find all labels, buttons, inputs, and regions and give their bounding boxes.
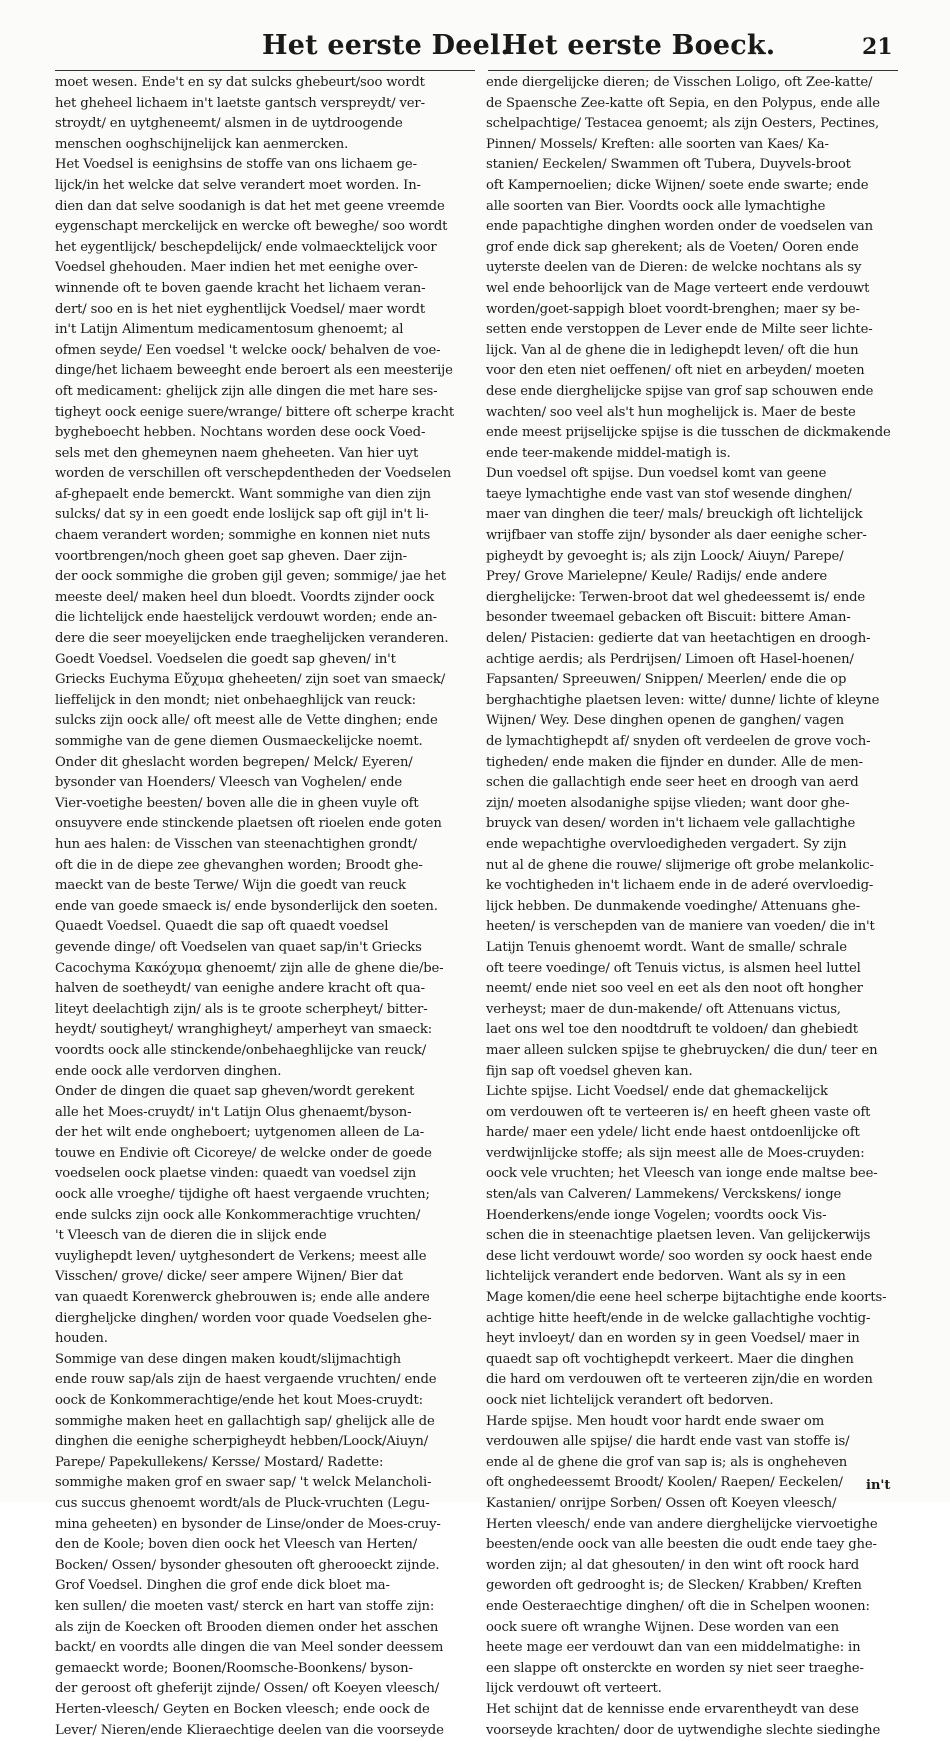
text-line: zijn/ moeten alsodanighe spijse vlieden; want door ghe-	[486, 794, 898, 815]
text-line: geworden oft gedrooght is; de Slecken/ Krabben/ Kreften	[486, 1576, 898, 1597]
text-line: Harde spijse. Men houdt voor hardt ende swaer om	[486, 1412, 898, 1433]
text-line: oock suere oft wranghe Wijnen. Dese worden van een	[486, 1618, 898, 1639]
text-line: maer alleen sulcken spijse te ghebruycken/ die dun/ teer en	[486, 1041, 898, 1062]
text-line: ende al de ghene die grof van sap is; als is ongheheven	[486, 1453, 898, 1474]
text-line: voor den eten niet oeffenen/ oft niet en arbeyden/ moeten	[486, 361, 898, 382]
text-line: ende papachtighe dinghen worden onder de voedselen van	[486, 217, 898, 238]
text-line: alle soorten van Bier. Voordts oock alle lymachtighe	[486, 197, 898, 218]
page-number: 21	[862, 34, 893, 60]
text-line: worden/goet-sappigh bloet voordt-brenghen; maer sy be-	[486, 300, 898, 321]
text-line: Onder dit gheslacht worden begrepen/ Melck/ Eyeren/	[55, 753, 475, 774]
text-line: Cacochyma Κακόχυμα ghenoemt/ zijn alle de ghene die/be-	[55, 959, 475, 980]
text-line: tigheden/ ende maken die fijnder en dunder. Alle de men-	[486, 753, 898, 774]
text-line: af-ghepaelt ende bemerckt. Want sommighe van dien zijn	[55, 485, 475, 506]
text-line: chaem verandert worden; sommighe en konnen niet nuts	[55, 526, 475, 547]
text-line: Griecks Euchyma Εὔχυμα gheheeten/ zijn soet van smaeck/	[55, 670, 475, 691]
text-line: grof ende dick sap gherekent; als de Voeten/ Ooren ende	[486, 238, 898, 259]
text-line: bruyck van desen/ worden in't lichaem vele gallachtighe	[486, 814, 898, 835]
text-line: laet ons wel toe den noodtdruft te voldoen/ dan ghebiedt	[486, 1020, 898, 1041]
text-line: Voedsel ghehouden. Maer indien het met eenighe over-	[55, 258, 475, 279]
text-line: Prey/ Grove Marielepne/ Keule/ Radijs/ ende andere	[486, 567, 898, 588]
text-line: delen/ Pistacien: gedierte dat van heetachtigen en droogh-	[486, 629, 898, 650]
text-line: het gheheel lichaem in't laetste gantsch verspreydt/ ver-	[55, 94, 475, 115]
text-line: beesten/ende oock van alle beesten die oudt ende taey ghe-	[486, 1535, 898, 1556]
text-line: Herten-vleesch/ Geyten en Bocken vleesch; ende oock de	[55, 1700, 475, 1721]
text-line: sommighe maken heet en gallachtigh sap/ ghelijck alle de	[55, 1412, 475, 1433]
text-line: onsuyvere ende stinckende plaetsen oft rioelen ende goten	[55, 814, 475, 835]
text-line: heete mage eer verdouwt dan van een middelmatighe: in	[486, 1638, 898, 1659]
text-line: menschen ooghschijnelijck kan aenmercken.	[55, 135, 475, 156]
text-line: de lymachtighepdt af/ snyden oft verdeelen de grove voch-	[486, 732, 898, 753]
text-line: achtige hitte heeft/ende in de welcke gallachtighe vochtig-	[486, 1309, 898, 1330]
text-line: Kastanien/ onrijpe Sorben/ Ossen oft Koeyen vleesch/	[486, 1494, 898, 1515]
text-line: oock alle vroeghe/ tijdighe oft haest vergaende vruchten;	[55, 1185, 475, 1206]
text-line: vuylighepdt leven/ uytghesondert de Verkens; meest alle	[55, 1247, 475, 1268]
text-line: touwe en Endivie oft Cicoreye/ de welcke onder de goede	[55, 1144, 475, 1165]
text-line: alle het Moes-cruydt/ in't Latijn Olus ghenaemt/byson-	[55, 1103, 475, 1124]
text-line: schen die gallachtigh ende seer heet en droogh van aerd	[486, 773, 898, 794]
text-line: oft teere voedinge/ oft Tenuis victus, is alsmen heel luttel	[486, 959, 898, 980]
text-line: dinghen die eenighe scherpigheydt hebben/Loock/Aiuyn/	[55, 1432, 475, 1453]
text-line: uyterste deelen van de Dieren: de welcke nochtans als sy	[486, 258, 898, 279]
header-rule-right	[488, 70, 898, 71]
text-line: Grof Voedsel. Dinghen die grof ende dick bloet ma-	[55, 1576, 475, 1597]
text-line: Dun voedsel oft spijse. Dun voedsel komt van geene	[486, 464, 898, 485]
text-line: worden de verschillen oft verschepdentheden der Voedselen	[55, 464, 475, 485]
text-line: Lever/ Nieren/ende Klieraechtige deelen van die voorseyde	[55, 1721, 475, 1741]
text-line: lieffelijck in den mondt; niet onbehaeghlijck van reuck:	[55, 691, 475, 712]
text-line: setten ende verstoppen de Lever ende de Milte seer lichte-	[486, 320, 898, 341]
text-line: gemaeckt worde; Boonen/Roomsche-Boonkens/ byson-	[55, 1659, 475, 1680]
text-line: ofmen seyde/ Een voedsel 't welcke oock/ behalven de voe-	[55, 341, 475, 362]
text-line: oft die in de diepe zee ghevanghen worden; Broodt ghe-	[55, 856, 475, 877]
text-line: oock vele vruchten; het Vleesch van ionge ende maltse bee-	[486, 1164, 898, 1185]
text-line: ende teer-makende middel-matigh is.	[486, 444, 898, 465]
text-line: worden zijn; al dat ghesouten/ in den wint oft roock hard	[486, 1556, 898, 1577]
text-line: fijn sap oft voedsel gheven kan.	[486, 1062, 898, 1083]
text-line: Pinnen/ Mossels/ Kreften: alle soorten van Kaes/ Ka-	[486, 135, 898, 156]
text-line: sulcks/ dat sy in een goedt ende loslijck sap oft gijl in't li-	[55, 505, 475, 526]
text-line: liteyt deelachtigh zijn/ als is te groote scherpheyt/ bitter-	[55, 1000, 475, 1021]
text-line: verheyst; maer de dun-makende/ oft Attenuans victus,	[486, 1000, 898, 1021]
text-column-right	[486, 73, 898, 1741]
text-line: wel ende behoorlijck van de Mage verteert ende verdouwt	[486, 279, 898, 300]
text-column-left	[55, 73, 475, 1741]
text-line: die hard om verdouwen oft te verteeren zijn/die en worden	[486, 1370, 898, 1391]
text-line: dese ende dierghelijcke spijse van grof sap schouwen ende	[486, 382, 898, 403]
text-line: als zijn de Koecken oft Brooden diemen onder het asschen	[55, 1618, 475, 1639]
text-line: dere die seer moeyelijcken ende traeghelijcken veranderen.	[55, 629, 475, 650]
text-line: heeten/ is verschepden van de maniere van voeden/ die in't	[486, 917, 898, 938]
text-line: lijck verdouwt oft verteert.	[486, 1679, 898, 1700]
text-line: die lichtelijck ende haestelijck verdouwt worden; ende an-	[55, 608, 475, 629]
text-line: een slappe oft onsterckte en worden sy niet seer traeghe-	[486, 1659, 898, 1680]
text-line: ende diergelijcke dieren; de Visschen Loligo, oft Zee-katte/	[486, 73, 898, 94]
text-line: voedselen oock plaetse vinden: quaedt van voedsel zijn	[55, 1164, 475, 1185]
text-line: taeye lymachtighe ende vast van stof wesende dinghen/	[486, 485, 898, 506]
text-line: verdwijnlijcke stoffe; als sijn meest alle de Moes-cruyden:	[486, 1144, 898, 1165]
text-line: om verdouwen oft te verteeren is/ en heeft gheen vaste oft	[486, 1103, 898, 1124]
text-line: Mage komen/die eene heel scherpe bijtachtighe ende koorts-	[486, 1288, 898, 1309]
text-line: schen die in steenachtige plaetsen leven. Van gelijckerwijs	[486, 1226, 898, 1247]
text-line: Latijn Tenuis ghenoemt wordt. Want de smalle/ schrale	[486, 938, 898, 959]
text-line: ende sulcks zijn oock alle Konkommerachtige vruchten/	[55, 1206, 475, 1227]
text-line: oft Kampernoelien; dicke Wijnen/ soete ende swarte; ende	[486, 176, 898, 197]
text-line: sulcks zijn oock alle/ oft meest alle de Vette dinghen; ende	[55, 711, 475, 732]
text-line: winnende oft te boven gaende kracht het lichaem veran-	[55, 279, 475, 300]
header-rule-left	[55, 70, 475, 71]
text-line: in't Latijn Alimentum medicamentosum ghenoemt; al	[55, 320, 475, 341]
text-line: heyt invloeyt/ dan en worden sy in geen Voedsel/ maer in	[486, 1329, 898, 1350]
text-line: Vier-voetighe beesten/ boven alle die in gheen vuyle oft	[55, 794, 475, 815]
text-line: sommighe van de gene diemen Ousmaeckelijcke noemt.	[55, 732, 475, 753]
text-line: bysonder van Hoenders/ Vleesch van Voghelen/ ende	[55, 773, 475, 794]
text-line: gevende dinge/ oft Voedselen van quaet sap/in't Griecks	[55, 938, 475, 959]
text-line: Visschen/ grove/ dicke/ seer ampere Wijnen/ Bier dat	[55, 1267, 475, 1288]
text-line: hun aes halen: de Visschen van steenachtighen grondt/	[55, 835, 475, 856]
text-line: voortbrengen/noch gheen goet sap gheven. Daer zijn-	[55, 547, 475, 568]
text-line: sels met den ghemeynen naem gheheeten. Van hier uyt	[55, 444, 475, 465]
text-line: Sommige van dese dingen maken koudt/slijmachtigh	[55, 1350, 475, 1371]
text-line: oock niet lichtelijck verandert oft bedorven.	[486, 1391, 898, 1412]
text-line: Het Voedsel is eenighsins de stoffe van ons lichaem ge-	[55, 155, 475, 176]
text-line: achtige aerdis; als Perdrijsen/ Limoen oft Hasel-hoenen/	[486, 650, 898, 671]
text-line: eygenschapt merckelijck en wercke oft beweghe/ soo wordt	[55, 217, 475, 238]
text-line: van quaedt Korenwerck ghebrouwen is; ende alle andere	[55, 1288, 475, 1309]
text-line: ende Oesteraechtige dinghen/ oft die in Schelpen woonen:	[486, 1597, 898, 1618]
text-line: Wijnen/ Wey. Dese dinghen openen de ganghen/ vagen	[486, 711, 898, 732]
text-line: dinge/het lichaem beweeght ende beroert als een meesterije	[55, 361, 475, 382]
running-head-right: Het eerste Boeck.	[502, 30, 775, 61]
text-line: heydt/ soutigheyt/ wranghigheyt/ amperheyt van smaeck:	[55, 1020, 475, 1041]
text-line: harde/ maer een ydele/ licht ende haest ontdoenlijcke oft	[486, 1123, 898, 1144]
text-line: tigheyt oock eenige suere/wrange/ bittere oft scherpe kracht	[55, 403, 475, 424]
text-line: oft onghedeessemt Broodt/ Koolen/ Raepen/ Eeckelen/	[486, 1473, 898, 1494]
text-line: mina geheeten) en bysonder de Linse/onder de Moes-cruy-	[55, 1515, 475, 1536]
text-line: houden.	[55, 1329, 475, 1350]
text-line: quaedt sap oft vochtighepdt verkeert. Maer die dinghen	[486, 1350, 898, 1371]
text-line: voordts oock alle stinckende/onbehaeghlijcke van reuck/	[55, 1041, 475, 1062]
text-line: Goedt Voedsel. Voedselen die goedt sap gheven/ in't	[55, 650, 475, 671]
text-line: Quaedt Voedsel. Quaedt die sap oft quaedt voedsel	[55, 917, 475, 938]
text-line: ende oock alle verdorven dinghen.	[55, 1062, 475, 1083]
text-line: oft medicament: ghelijck zijn alle dingen die met hare ses-	[55, 382, 475, 403]
text-line: den de Koole; boven dien oock het Vleesch van Herten/	[55, 1535, 475, 1556]
text-line: ende van goede smaeck is/ ende bysonderlijck den soeten.	[55, 897, 475, 918]
text-line: lijck hebben. De dunmakende voedinghe/ Attenuans ghe-	[486, 897, 898, 918]
text-line: oock de Konkommerachtige/ende het kout Moes-cruydt:	[55, 1391, 475, 1412]
text-line: Herten vleesch/ ende van andere dierghelijcke viervoetighe	[486, 1515, 898, 1536]
text-line: dien dan dat selve soodanigh is dat het met geene vreemde	[55, 197, 475, 218]
text-line: der geroost oft gheferijt zijnde/ Ossen/ oft Koeyen vleesch/	[55, 1679, 475, 1700]
text-line: berghachtighe plaetsen leven: witte/ dunne/ lichte of kleyne	[486, 691, 898, 712]
text-line: backt/ en voordts alle dingen die van Meel sonder deessem	[55, 1638, 475, 1659]
text-line: de Spaensche Zee-katte oft Sepia, en den Polypus, ende alle	[486, 94, 898, 115]
text-line: sten/als van Calveren/ Lammekens/ Verckskens/ ionge	[486, 1185, 898, 1206]
text-line: der het wilt ende ongheboert; uytgenomen alleen de La-	[55, 1123, 475, 1144]
text-line: moet wesen. Ende't en sy dat sulcks ghebeurt/soo wordt	[55, 73, 475, 94]
text-line: het eygentlijck/ beschepdelijck/ ende volmaecktelijck voor	[55, 238, 475, 259]
text-line: der oock sommighe die groben gijl geven; sommige/ jae het	[55, 567, 475, 588]
text-line: wachten/ soo veel als't hun moghelijck is. Maer de beste	[486, 403, 898, 424]
text-line: Het schijnt dat de kennisse ende ervarentheydt van dese	[486, 1700, 898, 1721]
text-line: 't Vleesch van de dieren die in slijck ende	[55, 1226, 475, 1247]
text-line: Onder de dingen die quaet sap gheven/wordt gerekent	[55, 1082, 475, 1103]
text-line: Fapsanten/ Spreeuwen/ Snippen/ Meerlen/ ende die op	[486, 670, 898, 691]
text-line: lichtelijck verandert ende bedorven. Want als sy in een	[486, 1267, 898, 1288]
text-line: ke vochtigheden in't lichaem ende in de aderé overvloedig-	[486, 876, 898, 897]
text-line: dese licht verdouwt worde/ soo worden sy oock haest ende	[486, 1247, 898, 1268]
running-head-left: Het eerste Deel.	[262, 30, 510, 61]
text-line: ende meest prijselijcke spijse is die tusschen de dickmakende	[486, 423, 898, 444]
text-line: nut al de ghene die rouwe/ slijmerige oft grobe melankolic-	[486, 856, 898, 877]
text-line: lijck. Van al de ghene die in ledighepdt leven/ oft die hun	[486, 341, 898, 362]
text-line: diergheljcke dinghen/ worden voor quade Voedselen ghe-	[55, 1309, 475, 1330]
text-line: maeckt van de beste Terwe/ Wijn die goedt van reuck	[55, 876, 475, 897]
text-line: besonder tweemael gebacken oft Biscuit: bittere Aman-	[486, 608, 898, 629]
text-line: voorseyde krachten/ door de uytwendighe slechte siedinghe	[486, 1721, 898, 1741]
text-line: ende wepachtighe overvloedigheden vergadert. Sy zijn	[486, 835, 898, 856]
text-line: dert/ soo en is het niet eyghentlijck Voedsel/ maer wordt	[55, 300, 475, 321]
text-line: maer van dinghen die teer/ mals/ breuckigh oft lichtelijck	[486, 505, 898, 526]
text-line: meeste deel/ maken heel dun bloedt. Voordts zijnder oock	[55, 588, 475, 609]
text-line: pigheydt by gevoeght is; als zijn Loock/ Aiuyn/ Parepe/	[486, 547, 898, 568]
text-line: cus succus ghenoemt wordt/als de Pluck-vruchten (Legu-	[55, 1494, 475, 1515]
text-line: halven de soetheydt/ van eenighe andere kracht oft qua-	[55, 979, 475, 1000]
text-line: Hoenderkens/ende ionge Vogelen; voordts oock Vis-	[486, 1206, 898, 1227]
page-header	[0, 30, 950, 70]
text-line: wrijfbaer van stoffe zijn/ bysonder als daer eenighe scher-	[486, 526, 898, 547]
text-line: neemt/ ende niet soo veel en eet als den noot oft hongher	[486, 979, 898, 1000]
text-line: Lichte spijse. Licht Voedsel/ ende dat ghemackelijck	[486, 1082, 898, 1103]
text-line: stroydt/ en uytgheneemt/ alsmen in de uytdroogende	[55, 114, 475, 135]
text-line: schelpachtige/ Testacea genoemt; als zijn Oesters, Pectines,	[486, 114, 898, 135]
text-line: bygheboecht hebben. Nochtans worden dese oock Voed-	[55, 423, 475, 444]
text-line: sommighe maken grof en swaer sap/ 't welck Melancholi-	[55, 1473, 475, 1494]
text-line: Parepe/ Papekullekens/ Kersse/ Mostard/ Radette:	[55, 1453, 475, 1474]
text-line: verdouwen alle spijse/ die hardt ende vast van stoffe is/	[486, 1432, 898, 1453]
text-line: ken sullen/ die moeten vast/ sterck en hart van stoffe zijn:	[55, 1597, 475, 1618]
text-line: lijck/in het welcke dat selve verandert moet worden. In-	[55, 176, 475, 197]
text-line: dierghelijcke: Terwen-broot dat wel ghedeessemt is/ ende	[486, 588, 898, 609]
catchword: in't	[866, 1478, 890, 1493]
text-line: ende rouw sap/als zijn de haest vergaende vruchten/ ende	[55, 1370, 475, 1391]
text-line: stanien/ Eeckelen/ Swammen oft Tubera, Duyvels-broot	[486, 155, 898, 176]
text-line: Bocken/ Ossen/ bysonder ghesouten oft gherooeckt zijnde.	[55, 1556, 475, 1577]
